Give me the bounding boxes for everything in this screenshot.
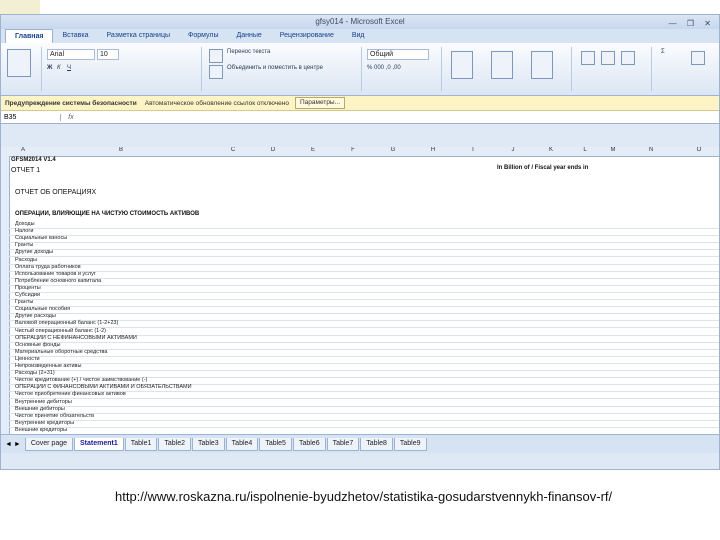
- col-header[interactable]: E: [310, 147, 315, 153]
- grid-line: [9, 406, 720, 407]
- merge-center-button[interactable]: Объединить и поместить в центре: [227, 65, 323, 71]
- grid-line: [9, 299, 720, 300]
- row-label[interactable]: Внутренние кредиторы: [15, 419, 75, 426]
- grid-line: [9, 356, 720, 357]
- italic-button[interactable]: К: [57, 65, 61, 71]
- col-header[interactable]: I: [472, 147, 474, 153]
- cells-group: [571, 47, 652, 91]
- grid-line: [9, 235, 720, 236]
- units-label[interactable]: In Billion of / Fiscal year ends in: [497, 165, 589, 171]
- grid-line: [9, 427, 720, 428]
- grid-line: [9, 228, 720, 229]
- window-controls[interactable]: — ❐ ✕: [668, 19, 715, 28]
- row-label[interactable]: Другие доходы: [15, 249, 54, 256]
- autosum-button[interactable]: Σ: [661, 49, 665, 55]
- currency-button[interactable]: % 000 ,0 ,00: [367, 65, 401, 71]
- number-group: [361, 47, 442, 91]
- col-header[interactable]: B: [118, 147, 123, 153]
- security-warning-label: Предупреждение системы безопасности: [5, 99, 137, 107]
- grid-line: [9, 271, 720, 272]
- grid-line: [9, 342, 720, 343]
- row-label[interactable]: Чистое кредитование (+) / чистое заимствование (-): [15, 377, 148, 384]
- col-header[interactable]: K: [548, 147, 553, 153]
- font-size-select[interactable]: 10: [97, 49, 119, 60]
- col-header[interactable]: C: [230, 147, 236, 153]
- wrap-text-button[interactable]: Перенос текста: [227, 49, 271, 55]
- grid-line: [9, 256, 720, 257]
- tab-home[interactable]: Главная: [5, 29, 53, 44]
- sheet-tab[interactable]: Table4: [226, 438, 259, 451]
- row-label[interactable]: Чистое принятие обязательств: [15, 412, 95, 419]
- alignment-group: [201, 47, 362, 91]
- sheet-tabs-bar: [1, 434, 720, 453]
- row-label[interactable]: Субсидии: [15, 292, 41, 298]
- grid-line: [9, 327, 720, 328]
- ribbon: [1, 43, 719, 96]
- sheet-tab[interactable]: Table2: [158, 438, 191, 451]
- grid-line: [9, 420, 720, 421]
- col-header[interactable]: A: [20, 147, 25, 153]
- sheet-tab[interactable]: Table3: [192, 438, 225, 451]
- ops-title[interactable]: ОТЧЕТ ОБ ОПЕРАЦИЯХ: [15, 189, 97, 196]
- col-header[interactable]: D: [270, 147, 276, 153]
- sheet-tab[interactable]: Table6: [293, 438, 326, 451]
- tab-insert[interactable]: Вставка: [62, 32, 89, 39]
- row-label[interactable]: Непроизведенные активы: [15, 363, 82, 369]
- row-label[interactable]: Проценты: [15, 284, 41, 291]
- grid-line: [9, 313, 720, 314]
- row-label[interactable]: Доходы: [15, 221, 35, 227]
- tab-scroll-arrows[interactable]: ◄ ►: [5, 440, 21, 448]
- name-box[interactable]: B35: [1, 114, 61, 121]
- row-label[interactable]: Использование товаров и услуг: [15, 270, 96, 277]
- row-label[interactable]: ОПЕРАЦИИ С ФИНАНСОВЫМИ АКТИВАМИ И ОБЯЗАТЕЛЬСТВАМИ: [15, 384, 192, 391]
- col-header[interactable]: N: [648, 147, 654, 153]
- sheet-tab[interactable]: Table1: [125, 438, 158, 451]
- row-label[interactable]: Внутренние дебиторы: [15, 398, 72, 405]
- col-header[interactable]: L: [583, 147, 587, 153]
- sheet-tab[interactable]: Table8: [360, 438, 393, 451]
- grid-line: [9, 242, 720, 243]
- row-label[interactable]: Расходы (2+31): [15, 370, 55, 377]
- grid-line: [9, 349, 720, 350]
- clipboard-group: [1, 47, 42, 91]
- grid-line: [9, 413, 720, 414]
- row-label[interactable]: Социальные взносы: [15, 235, 68, 242]
- security-warning-message: Автоматическое обновление ссылок отключено: [144, 99, 289, 107]
- col-header[interactable]: F: [351, 147, 355, 153]
- row-headers: [1, 156, 10, 453]
- sheet-tab[interactable]: Cover page: [25, 438, 73, 451]
- security-options-button[interactable]: Параметры...: [295, 97, 345, 109]
- grid-line: [9, 363, 720, 364]
- row-label[interactable]: Другие расходы: [15, 313, 56, 320]
- report-title[interactable]: ОТЧЕТ 1: [11, 167, 41, 174]
- grid-line: [9, 249, 720, 250]
- grid-line: [9, 306, 720, 307]
- font-group: [41, 47, 202, 91]
- column-headers: [1, 147, 720, 157]
- sheet-tab[interactable]: Table9: [394, 438, 427, 451]
- font-name-select[interactable]: Arial: [47, 49, 95, 60]
- row-label[interactable]: Внешние дебиторы: [15, 405, 65, 412]
- sheet-tab[interactable]: Table7: [327, 438, 360, 451]
- row-label[interactable]: Гранты: [15, 242, 34, 249]
- underline-button[interactable]: Ч: [67, 65, 71, 71]
- grid-line: [9, 285, 720, 286]
- col-header[interactable]: O: [696, 147, 702, 153]
- row-label[interactable]: Ценности: [15, 355, 40, 362]
- row-label[interactable]: Налоги: [15, 228, 34, 235]
- grid-line: [9, 370, 720, 371]
- row-label[interactable]: Потребление основного капитала: [15, 277, 102, 284]
- window-titlebar: [1, 15, 719, 29]
- security-warning-bar: [1, 96, 719, 111]
- styles-group: [441, 47, 572, 91]
- excel-screenshot: [0, 14, 720, 470]
- formula-bar: [1, 111, 719, 124]
- window-title: gfsy014 - Microsoft Excel: [315, 17, 405, 26]
- fx-icon[interactable]: fx: [68, 113, 74, 121]
- grid-line: [9, 278, 720, 279]
- sheet-id[interactable]: GFSM2014 V1.4: [11, 157, 56, 163]
- row-label[interactable]: Материальные оборотные средства: [15, 348, 108, 355]
- col-header[interactable]: J: [511, 147, 515, 153]
- row-label[interactable]: ОПЕРАЦИИ С НЕФИНАНСОВЫМИ АКТИВАМИ: [15, 334, 137, 341]
- sheet-tab[interactable]: Table5: [259, 438, 292, 451]
- row-label[interactable]: Оплата труда работников: [15, 263, 81, 270]
- row-label[interactable]: Социальные пособия: [15, 306, 71, 313]
- row-label[interactable]: Чистый операционный баланс (1-2): [15, 327, 106, 334]
- col-header[interactable]: M: [610, 147, 616, 153]
- tab-data[interactable]: Данные: [236, 32, 262, 39]
- row-label[interactable]: Расходы: [15, 256, 38, 263]
- number-format-select[interactable]: Общий: [367, 49, 429, 60]
- sort-filter-icon[interactable]: [691, 51, 705, 65]
- col-header[interactable]: H: [430, 147, 436, 153]
- bold-button[interactable]: Ж: [47, 65, 53, 71]
- grid-line: [9, 264, 720, 265]
- col-header[interactable]: G: [390, 147, 396, 153]
- row-label[interactable]: Внешние кредиторы: [15, 426, 68, 433]
- row-label[interactable]: Чистое приобретение финансовых активов: [15, 391, 126, 398]
- sheet-tab-active[interactable]: Statement1: [74, 438, 124, 451]
- spreadsheet-grid[interactable]: [1, 147, 720, 453]
- grid-line: [9, 398, 720, 399]
- section-net-worth[interactable]: ОПЕРАЦИИ, ВЛИЯЮЩИЕ НА ЧИСТУЮ СТОИМОСТЬ АКТИВОВ: [15, 211, 200, 217]
- tab-review[interactable]: Рецензирование: [279, 32, 334, 39]
- formula-input[interactable]: [81, 111, 719, 123]
- ribbon-tabs: [1, 29, 719, 43]
- grid-line: [9, 292, 720, 293]
- row-label[interactable]: Гранты: [15, 299, 34, 306]
- tab-formulas[interactable]: Формулы: [188, 32, 219, 39]
- source-url[interactable]: http://www.roskazna.ru/ispolnenie-byudzhetov/statistika-gosudarstvennykh-finansov-rf/: [115, 489, 613, 504]
- row-label[interactable]: Валовой операционный баланс (1-2+23): [15, 320, 119, 327]
- tab-page-layout[interactable]: Разметка страницы: [106, 32, 171, 39]
- tab-view[interactable]: Вид: [351, 32, 365, 39]
- row-label[interactable]: Основные фонды: [15, 341, 61, 348]
